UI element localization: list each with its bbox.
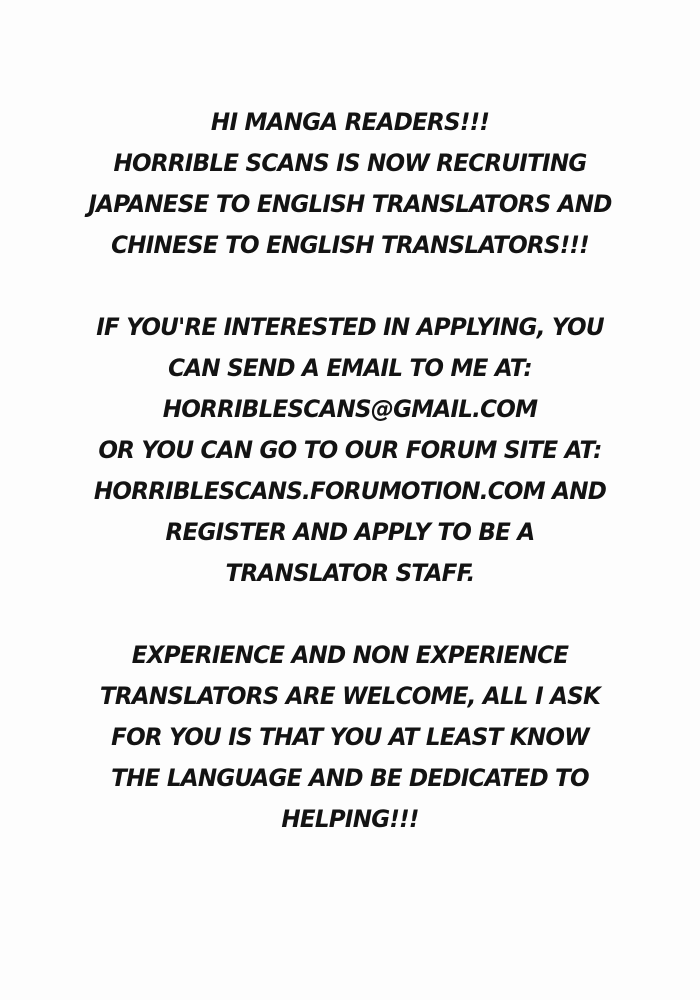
notice-line: CHINESE TO ENGLISH TRANSLATORS!!!	[111, 231, 589, 259]
notice-line: OR YOU CAN GO TO OUR FORUM SITE AT:	[98, 436, 602, 464]
notice-line: THE LANGUAGE AND BE DEDICATED TO	[111, 764, 589, 792]
notice-line: CAN SEND A EMAIL TO ME AT:	[168, 354, 532, 382]
notice-line: TRANSLATORS ARE WELCOME, ALL I ASK	[99, 682, 601, 710]
notice-line: JAPANESE TO ENGLISH TRANSLATORS AND	[88, 190, 612, 218]
notice-line: HELPING!!!	[281, 805, 419, 833]
forum-url: HORRIBLESCANS.FORUMOTION.COM AND	[93, 477, 607, 505]
notice-line: REGISTER AND APPLY TO BE A	[165, 518, 535, 546]
notice-line: IF YOU'RE INTERESTED IN APPLYING, YOU	[96, 313, 604, 341]
paragraph-recruitment-announcement	[43, 102, 657, 266]
email-address: HORRIBLESCANS@GMAIL.COM	[162, 395, 538, 423]
notice-line: TRANSLATOR STAFF.	[225, 559, 475, 587]
paragraph-application-instructions	[43, 307, 657, 594]
notice-line: HI MANGA READERS!!!	[210, 108, 490, 136]
paragraph-experience-note	[43, 635, 657, 840]
recruitment-notice-text	[43, 102, 657, 840]
notice-line: FOR YOU IS THAT YOU AT LEAST KNOW	[111, 723, 589, 751]
notice-line: HORRIBLE SCANS IS NOW RECRUITING	[113, 149, 587, 177]
notice-line: EXPERIENCE AND NON EXPERIENCE	[131, 641, 569, 669]
